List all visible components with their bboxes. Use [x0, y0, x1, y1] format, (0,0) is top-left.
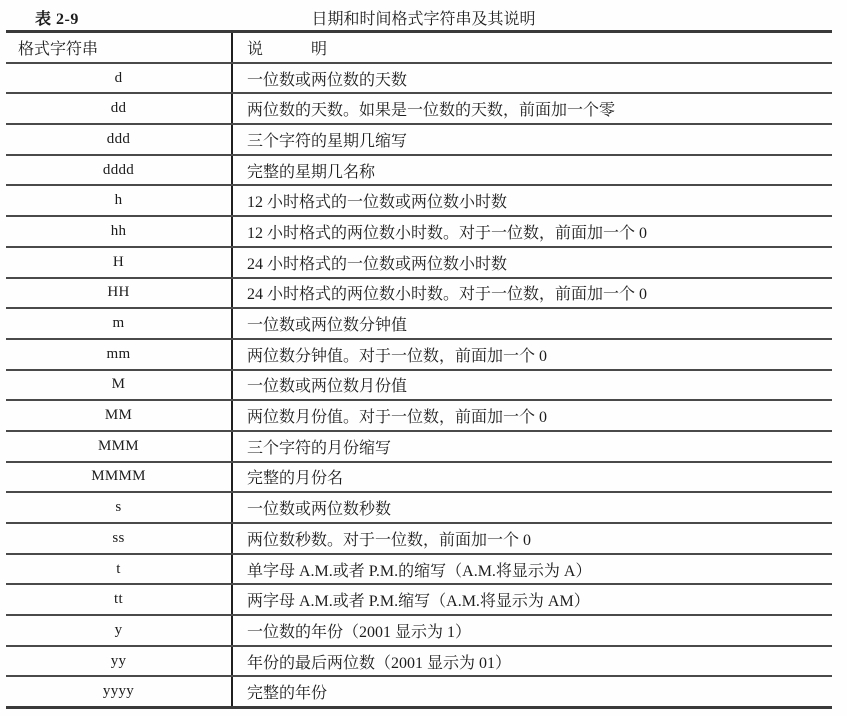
format-string-cell: HH	[6, 278, 232, 309]
format-string-cell: MM	[6, 400, 232, 431]
datetime-format-table	[6, 30, 832, 709]
table-row	[6, 247, 832, 278]
format-string-cell: y	[6, 615, 232, 646]
table-caption-row	[0, 0, 847, 30]
description-cell: 三个字符的月份缩写	[232, 431, 832, 462]
table-row	[6, 185, 832, 216]
format-string-cell: m	[6, 308, 232, 339]
description-cell: 完整的年份	[247, 685, 328, 703]
description-cell: 一位数或两位数的天数	[232, 63, 832, 94]
format-string-cell: MMMM	[6, 462, 232, 493]
description-cell: 一位数或两位数秒数	[232, 492, 832, 523]
description-cell: 一位数或两位数月份值	[232, 370, 832, 401]
description-cell: 三个字符的星期几缩写	[232, 124, 832, 155]
description-cell: 12 小时格式的两位数小时数。对于一位数，前面加一个 0	[232, 216, 832, 247]
format-string-cell: tt	[6, 584, 232, 615]
table-row	[6, 554, 832, 585]
description-cell: 一位数的年份（2001 显示为 1）	[232, 615, 832, 646]
description-cell: 年份的最后两位数（2001 显示为 01）	[232, 646, 832, 677]
table-row	[6, 462, 832, 493]
description-cell: 单字母 A.M.或者 P.M.的缩写（A.M.将显示为 A）	[232, 554, 832, 585]
description-cell: 两字母 A.M.或者 P.M.缩写（A.M.将显示为 AM）	[232, 584, 832, 615]
table-row	[6, 676, 832, 707]
format-string-cell: ddd	[6, 124, 232, 155]
table-row	[6, 339, 832, 370]
description-cell: 两位数的天数。如果是一位数的天数，前面加一个零	[232, 93, 832, 124]
table-header-row	[6, 32, 832, 63]
table-row	[6, 370, 832, 401]
format-string-cell: s	[6, 492, 232, 523]
column-header-description: 说 明	[232, 32, 832, 63]
table-row	[6, 278, 832, 309]
table-row	[6, 124, 832, 155]
description-cell: 一位数或两位数分钟值	[232, 308, 832, 339]
column-header-format-string: 格式字符串	[6, 32, 232, 63]
table-number-label: 表 2-9	[35, 11, 79, 28]
description-cell: 两位数分钟值。对于一位数，前面加一个 0	[232, 339, 832, 370]
description-cell: 24 小时格式的一位数或两位数小时数	[232, 247, 832, 278]
table-row	[6, 492, 832, 523]
format-string-cell: hh	[6, 216, 232, 247]
format-string-cell: dd	[6, 93, 232, 124]
description-cell: 两位数秒数。对于一位数，前面加一个 0	[232, 523, 832, 554]
description-cell: 24 小时格式的两位数小时数。对于一位数，前面加一个 0	[232, 278, 832, 309]
format-string-cell: yy	[6, 646, 232, 677]
format-string-cell: h	[6, 185, 232, 216]
format-string-cell: dddd	[6, 155, 232, 186]
table-row	[6, 400, 832, 431]
table-row	[6, 431, 832, 462]
description-cell: 12 小时格式的一位数或两位数小时数	[232, 185, 832, 216]
table-row	[6, 93, 832, 124]
format-string-cell: mm	[6, 339, 232, 370]
table-row	[6, 216, 832, 247]
format-string-cell: M	[6, 370, 232, 401]
table-row	[6, 308, 832, 339]
table-row	[6, 584, 832, 615]
table-row	[6, 646, 832, 677]
description-cell: 两位数月份值。对于一位数，前面加一个 0	[232, 400, 832, 431]
format-string-cell: d	[6, 63, 232, 94]
description-cell: 完整的月份名	[232, 462, 832, 493]
format-string-cell: t	[6, 554, 232, 585]
table-row	[6, 523, 832, 554]
table-title: 日期和时间格式字符串及其说明	[311, 11, 536, 28]
table-row	[6, 615, 832, 646]
format-string-cell: ss	[6, 523, 232, 554]
format-string-cell: yyyy	[6, 676, 232, 707]
table-body	[6, 63, 832, 708]
table-row	[6, 155, 832, 186]
format-string-cell: MMM	[6, 431, 232, 462]
format-string-cell: H	[6, 247, 232, 278]
description-cell: 完整的星期几名称	[232, 155, 832, 186]
table-row	[6, 63, 832, 94]
